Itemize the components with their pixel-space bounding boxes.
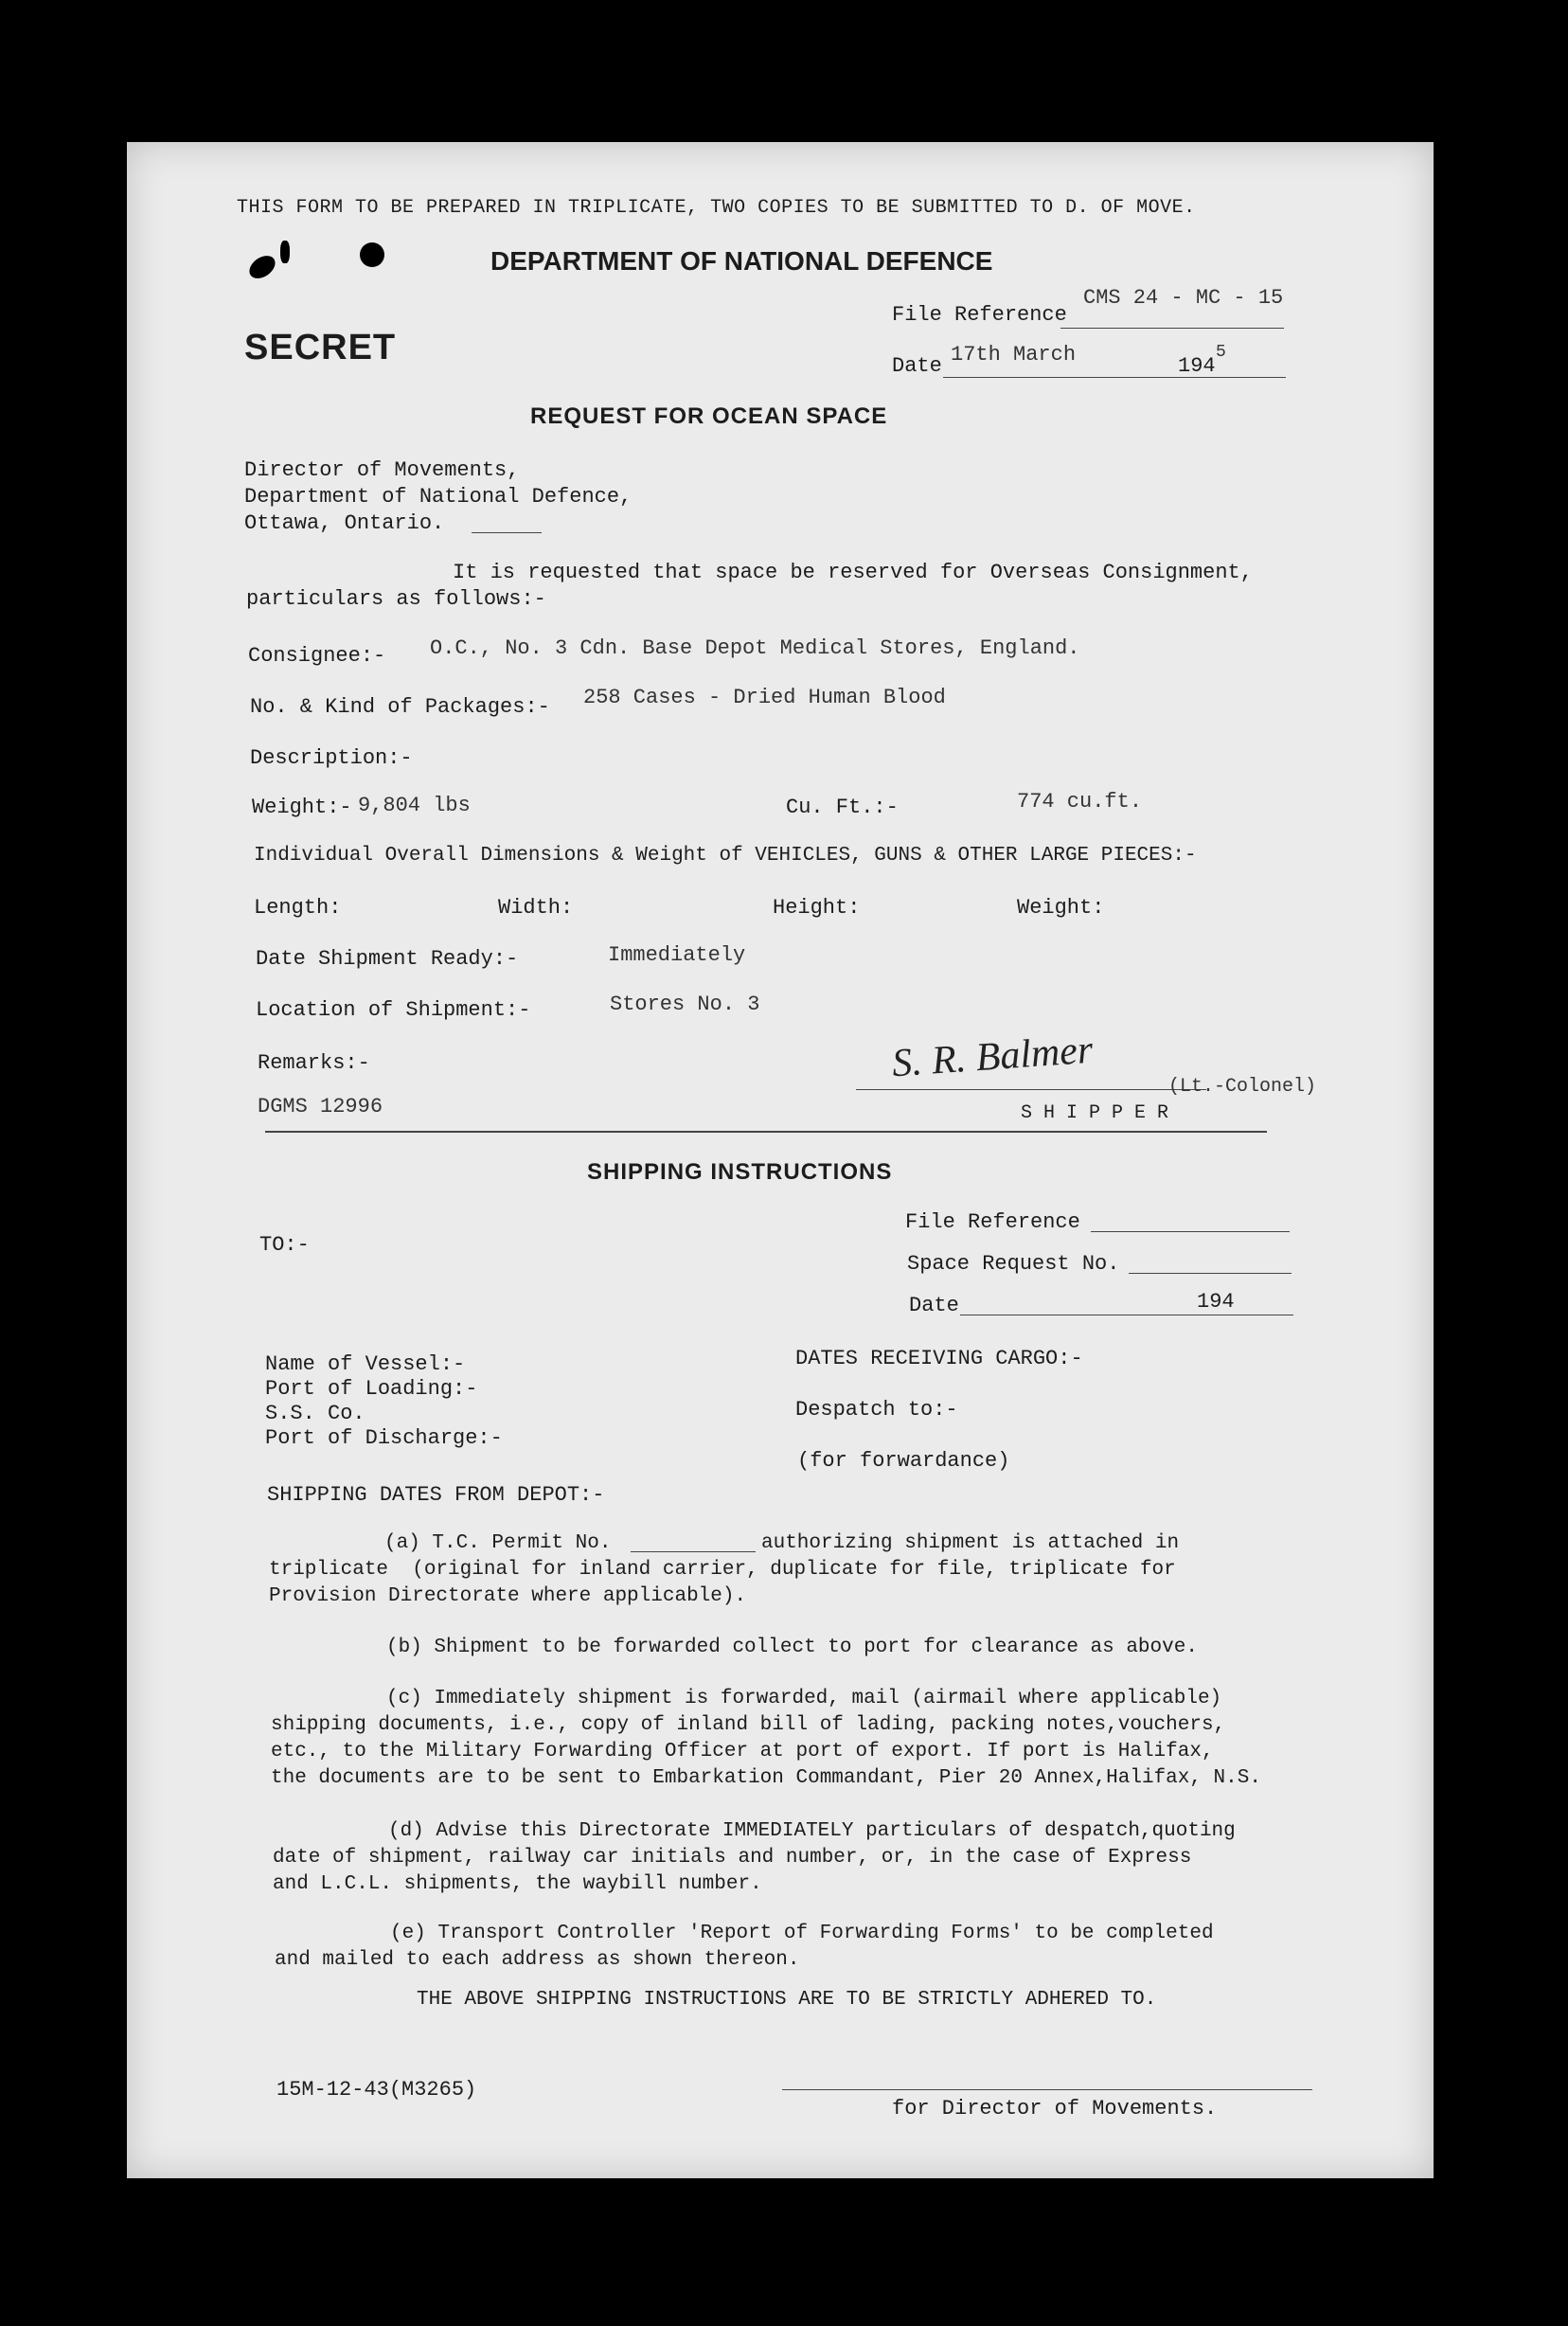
item-c-line2: shipping documents, i.e., copy of inland bill of lading, packing notes,vouchers, [271, 1714, 1226, 1736]
width-label: Width: [498, 896, 574, 920]
file-reference-value: CMS 24 - MC - 15 [1083, 286, 1284, 310]
year-suffix: 5 [1216, 343, 1226, 362]
length-label: Length: [254, 896, 342, 920]
date-underline [943, 377, 1286, 378]
height-label: Height: [773, 896, 861, 920]
signature-underline [856, 1089, 1206, 1090]
weight-value: 9,804 lbs [358, 794, 471, 817]
remarks-label: Remarks:- [258, 1051, 370, 1075]
remarks-value: DGMS 12996 [258, 1095, 383, 1118]
location-label: Location of Shipment:- [256, 998, 531, 1022]
form-number: 15M-12-43(M3265) [276, 2078, 477, 2102]
discharge-label: Port of Discharge:- [265, 1426, 503, 1450]
secret-classification: SECRET [244, 328, 397, 367]
item-a-line2: triplicate (original for inland carrier, duplicate for file, triplicate for [269, 1559, 1176, 1581]
item-a-line3: Provision Directorate where applicable). [269, 1585, 747, 1607]
intro-line2: particulars as follows:- [246, 587, 546, 611]
si-year-prefix: 194 [1197, 1290, 1235, 1314]
shipper-signature: S. R. Balmer [890, 1028, 1095, 1086]
consignee-value: O.C., No. 3 Cdn. Base Depot Medical Stores, England. [430, 636, 1080, 660]
forwardance-label: (for forwardance) [797, 1449, 1010, 1473]
form-title: REQUEST FOR OCEAN SPACE [530, 403, 888, 429]
item-d-line2: date of shipment, railway car initials and number, or, in the case of Express [273, 1847, 1192, 1869]
item-d-line3: and L.C.L. shipments, the waybill number. [273, 1873, 762, 1895]
description-label: Description:- [250, 746, 413, 770]
ink-blot [245, 251, 279, 283]
date-label: Date [892, 354, 942, 378]
space-request-label: Space Request No. [907, 1252, 1120, 1276]
packages-value: 258 Cases - Dried Human Blood [583, 686, 946, 709]
address-line1: Director of Movements, [244, 458, 520, 482]
despatch-label: Despatch to:- [795, 1398, 958, 1422]
weight-label: Weight:- [252, 796, 352, 819]
si-file-reference-underline [1091, 1231, 1290, 1232]
si-date-label: Date [909, 1294, 959, 1317]
item-a-part2: authorizing shipment is attached in [761, 1532, 1180, 1554]
intro-line1: It is requested that space be reserved for Overseas Consignment, [453, 561, 1253, 584]
shipper-rank: (Lt.-Colonel) [1168, 1076, 1317, 1098]
year-prefix: 194 [1178, 354, 1216, 378]
space-request-underline [1129, 1273, 1292, 1274]
date-value: 17th March [951, 343, 1077, 367]
item-a-part1: (a) T.C. Permit No. [384, 1532, 612, 1554]
director-signature-line [782, 2089, 1312, 2090]
address-line2: Department of National Defence, [244, 485, 633, 509]
file-reference-underline [1060, 328, 1284, 329]
weight2-label: Weight: [1017, 896, 1105, 920]
ready-label: Date Shipment Ready:- [256, 947, 519, 971]
consignee-label: Consignee:- [248, 644, 386, 668]
vessel-label: Name of Vessel:- [265, 1352, 466, 1376]
permit-underline [631, 1551, 756, 1552]
shipper-label: S H I P P E R [1021, 1102, 1169, 1124]
item-c-line3: etc., to the Military Forwarding Officer at port of export. If port is Halifax, [271, 1741, 1214, 1762]
item-e-line1: (e) Transport Controller 'Report of Forwarding Forms' to be completed [390, 1923, 1214, 1944]
file-reference-label: File Reference [892, 303, 1067, 327]
ink-blot [280, 241, 290, 263]
item-c-line4: the documents are to be sent to Embarkation Commandant, Pier 20 Annex,Halifax, N.S. [271, 1767, 1261, 1789]
item-b-line1: (b) Shipment to be forwarded collect to port for clearance as above. [386, 1637, 1198, 1658]
dimensions-label: Individual Overall Dimensions & Weight of VEHICLES, GUNS & OTHER LARGE PIECES:- [254, 845, 1197, 867]
address-line3: Ottawa, Ontario. [244, 511, 445, 535]
loading-label: Port of Loading:- [265, 1377, 478, 1401]
section-divider [265, 1131, 1267, 1133]
depot-label: SHIPPING DATES FROM DEPOT:- [267, 1483, 605, 1507]
shipping-title: SHIPPING INSTRUCTIONS [587, 1159, 893, 1185]
director-label: for Director of Movements. [892, 2097, 1218, 2120]
department-heading: DEPARTMENT OF NATIONAL DEFENCE [490, 246, 993, 276]
item-d-line1: (d) Advise this Directorate IMMEDIATELY particulars of despatch,quoting [388, 1820, 1236, 1842]
address-underline [472, 532, 542, 533]
cuft-value: 774 cu.ft. [1017, 790, 1143, 814]
ss-label: S.S. Co. [265, 1402, 365, 1425]
form-page [127, 142, 1434, 2178]
si-file-reference-label: File Reference [905, 1210, 1080, 1234]
packages-label: No. & Kind of Packages:- [250, 695, 550, 719]
item-c-line1: (c) Immediately shipment is forwarded, mail (airmail where applicable) [386, 1688, 1222, 1709]
item-e-line2: and mailed to each address as shown thereon. [275, 1949, 800, 1971]
to-label: TO:- [259, 1233, 310, 1257]
ready-value: Immediately [608, 943, 746, 967]
cuft-label: Cu. Ft.:- [786, 796, 899, 819]
triplicate-note: THIS FORM TO BE PREPARED IN TRIPLICATE, TWO COPIES TO BE SUBMITTED TO D. OF MOVE. [237, 197, 1196, 219]
receiving-label: DATES RECEIVING CARGO:- [795, 1347, 1083, 1370]
ink-blot [360, 242, 384, 267]
location-value: Stores No. 3 [610, 993, 760, 1016]
adhere-notice: THE ABOVE SHIPPING INSTRUCTIONS ARE TO BE STRICTLY ADHERED TO. [417, 1989, 1157, 2011]
